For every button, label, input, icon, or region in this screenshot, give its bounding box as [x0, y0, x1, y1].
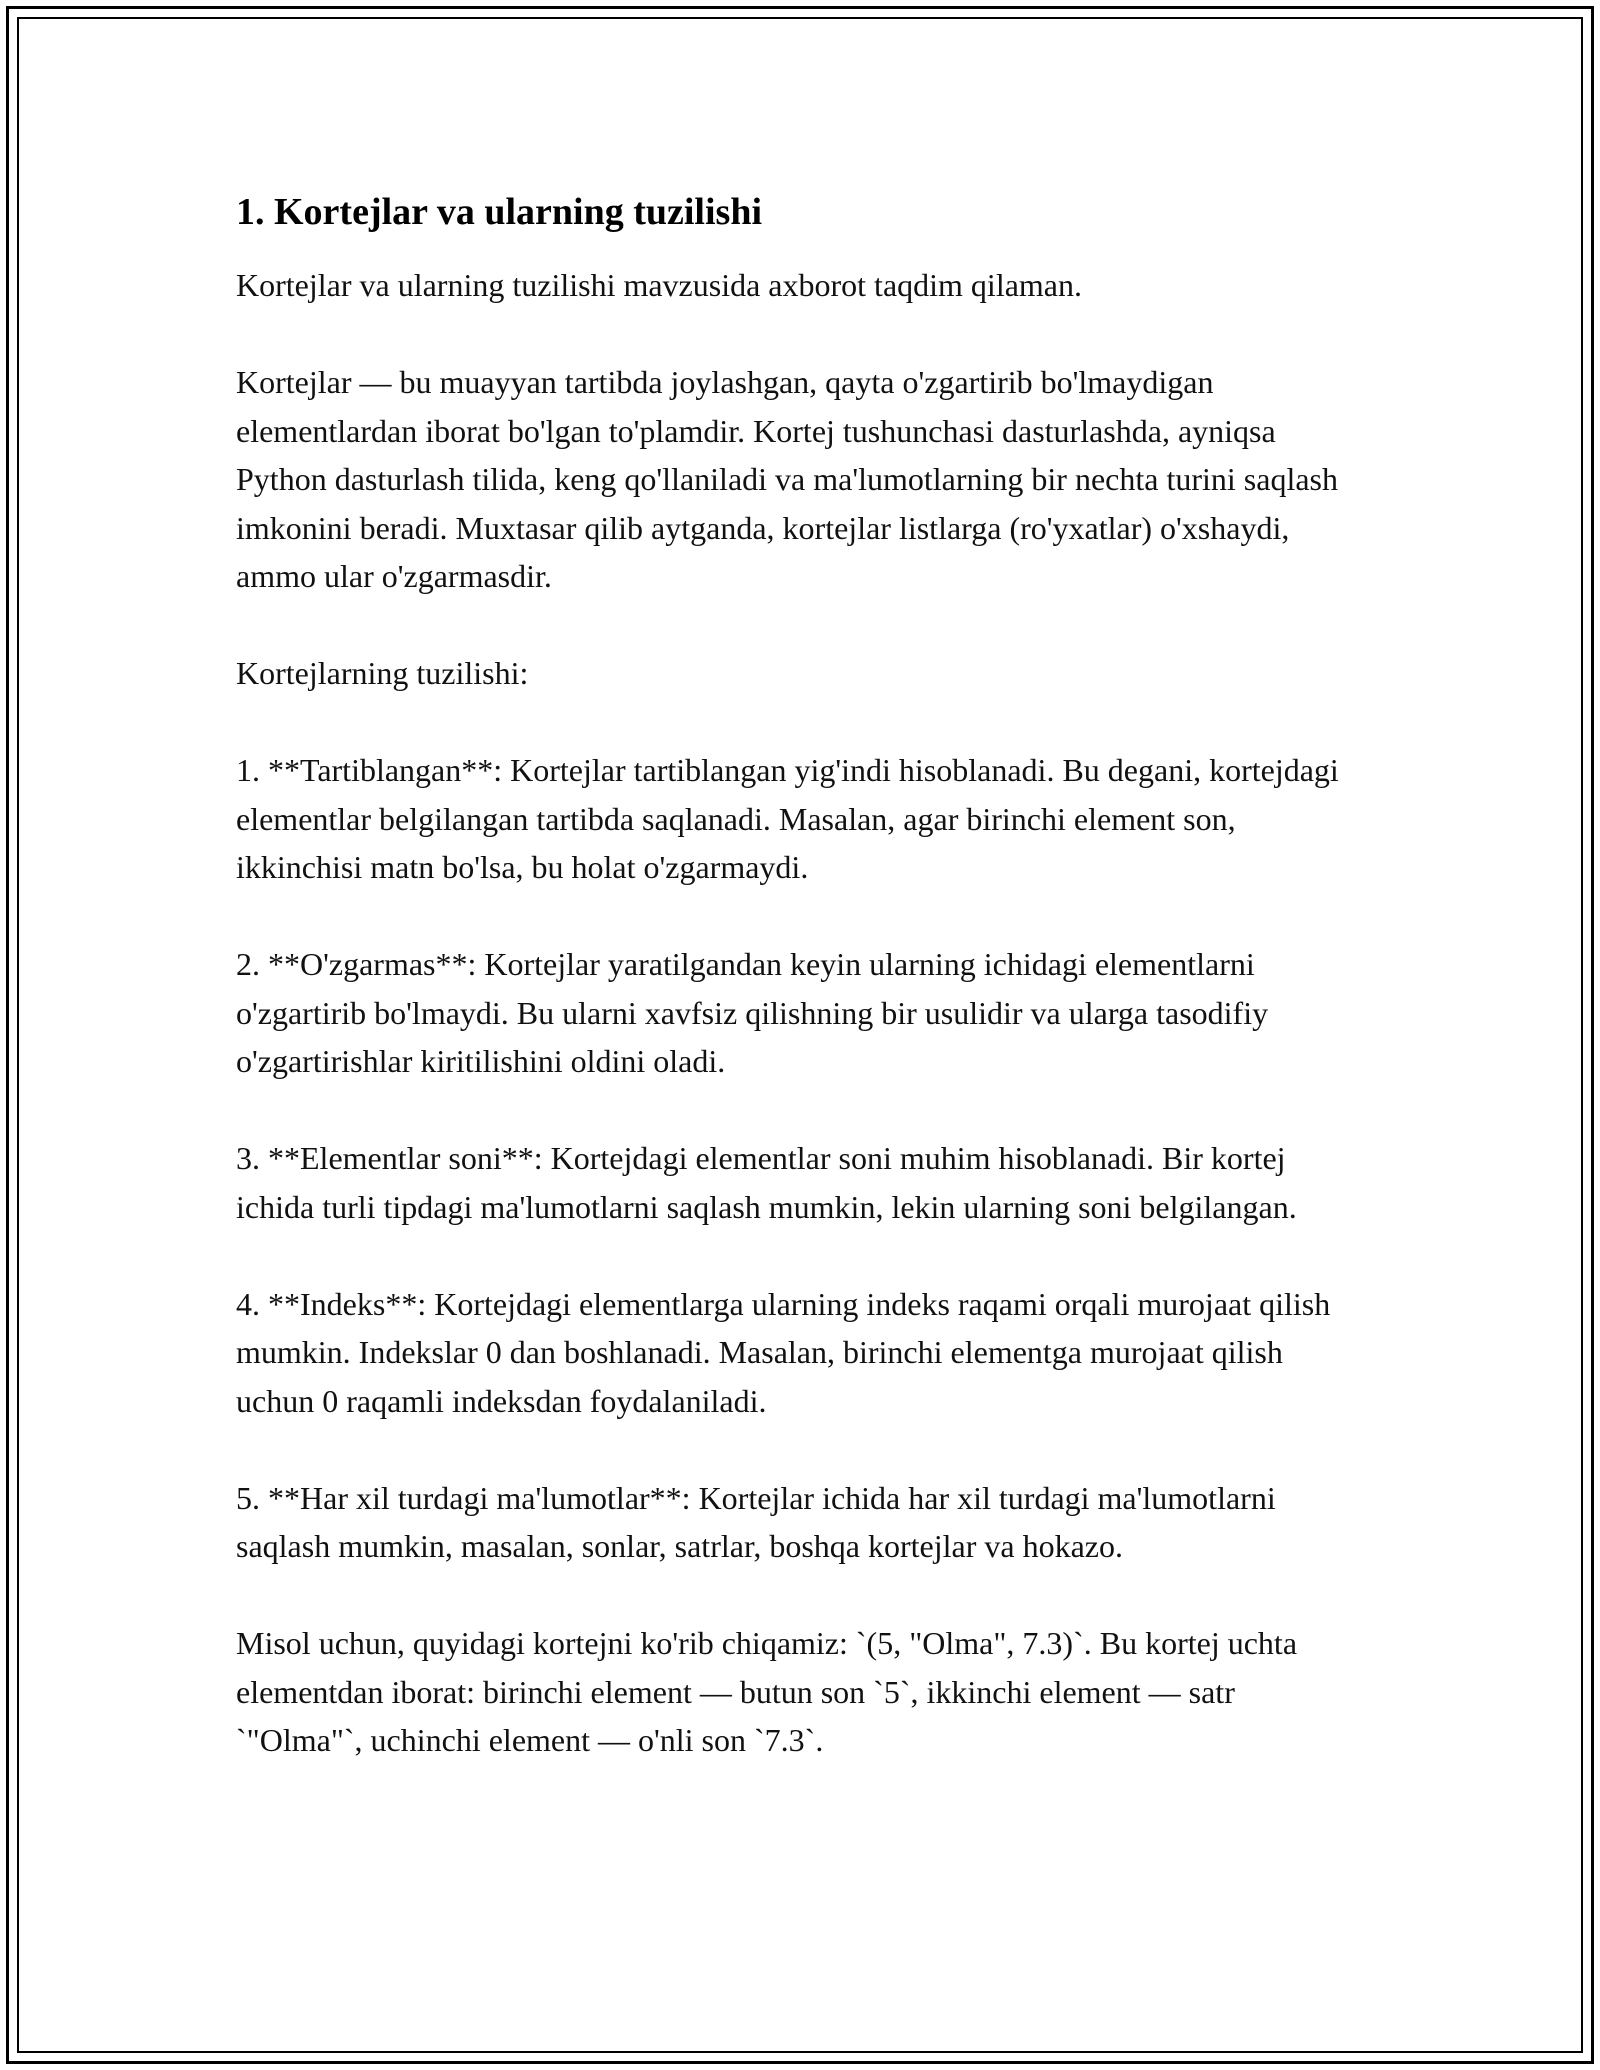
list-item-ordered: 1. **Tartiblangan**: Kortejlar tartiblangan yig'indi hisoblanadi. Bu degani, kortejdagi elementlar belgilangan tartibda saqlanadi. Masalan, agar birinchi element son, ikkinchisi matn bo'lsa, bu holat o'zgarmaydi. — [236, 752, 1339, 885]
list-item-index: 4. **Indeks**: Kortejdagi elementlarga ularning indeks raqami orqali murojaat qilish mumkin. Indekslar 0 dan boshlanadi. Masalan, birinchi elementga murojaat qilish uchun 0 raqamli indeksdan foydalaniladi. — [236, 1285, 1331, 1419]
structure-intro-paragraph: Kortejlarning tuzilishi: — [236, 655, 529, 691]
intro-paragraph: Kortejlar va ularning tuzilishi mavzusida axborot taqdim qilaman. — [236, 267, 1082, 303]
list-item-element-count: 3. **Elementlar soni**: Kortejdagi elementlar soni muhim hisoblanadi. Bir kortej ichida turli tipdagi ma'lumotlarni saqlash mumkin, lekin ularning soni belgilangan. — [236, 1140, 1297, 1225]
list-item-data-types: 5. **Har xil turdagi ma'lumotlar**: Kortejlar ichida har xil turdagi ma'lumotlarni saqlash mumkin, masalan, sonlar, satrlar, boshqa kortejlar va hokazo. — [236, 1479, 1276, 1564]
example-paragraph: Misol uchun, quyidagi kortejni ko'rib chiqamiz: `(5, "Olma", 7.3)`. Bu kortej uchta elementdan iborat: birinchi element — butun son `5`, ikkinchi element — satr `"Olma"`, uchinchi element — o'nli son `7.3`. — [236, 1625, 1298, 1758]
document-body — [236, 186, 1364, 1765]
definition-paragraph: Kortejlar — bu muayyan tartibda joylashgan, qayta o'zgartirib bo'lmaydigan elementlardan iborat bo'lgan to'plamdir. Kortej tushunchasi dasturlashda, ayniqsa Python dasturlash tilida, keng qo'llaniladi va ma'lumotlarning bir nechta turini saqlash imkonini beradi. Muxtasar qilib aytganda, kortejlar listlarga (ro'yxatlar) o'xshaydi, ammo ular o'zgarmasdir. — [236, 364, 1338, 594]
list-item-immutable: 2. **O'zgarmas**: Kortejlar yaratilgandan keyin ularning ichidagi elementlarni o'zgartirib bo'lmaydi. Bu ularni xavfsiz qilishning bir usulidir va ularga tasodifiy o'zgartirishlar kiritilishini oldini oladi. — [236, 946, 1269, 1079]
document-heading: 1. Kortejlar va ularning tuzilishi — [236, 191, 763, 233]
